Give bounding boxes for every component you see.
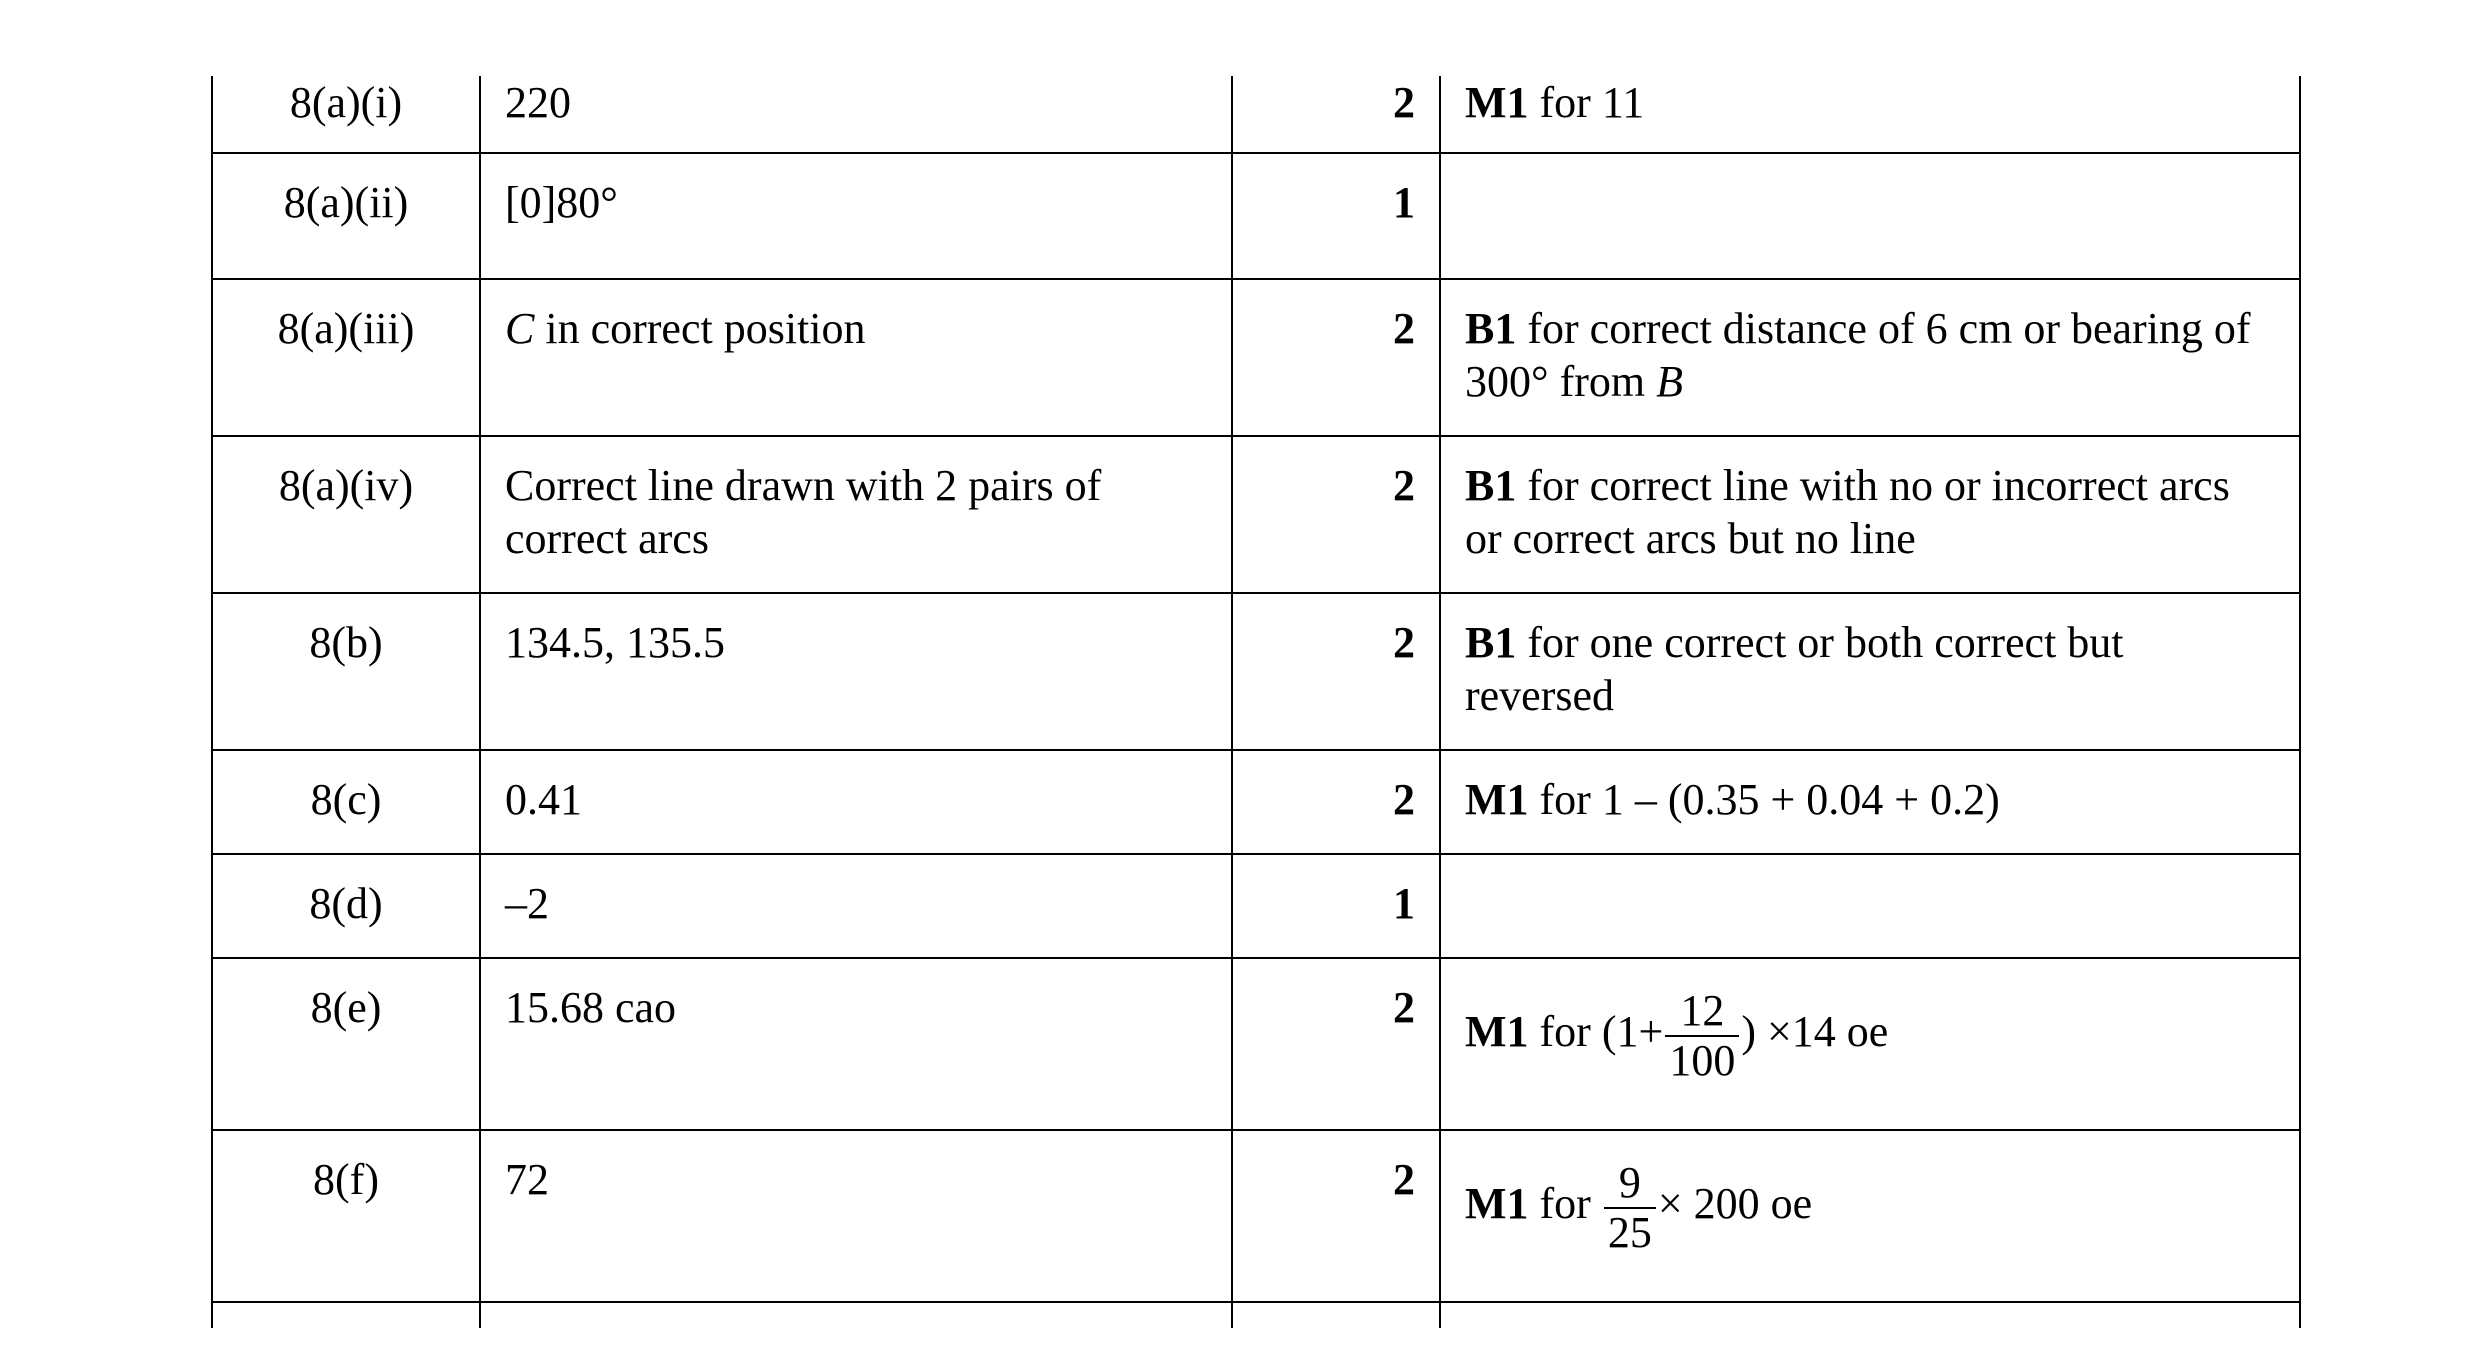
answer-cell: Correct line drawn with 2 pairs of correct arcs (480, 436, 1232, 593)
guidance-post: ) ×14 oe (1741, 1007, 1889, 1057)
empty-cell (480, 1302, 1232, 1328)
mark-scheme-table (211, 76, 2301, 1328)
marks-cell: 1 (1232, 854, 1440, 958)
fraction (1604, 1159, 1656, 1257)
answer-cell: 72 (480, 1130, 1232, 1302)
fraction-denominator: 100 (1669, 1036, 1736, 1085)
mark-code: B1 (1465, 618, 1517, 667)
question-cell: 8(a)(i) (212, 76, 480, 153)
empty-cell (1232, 1302, 1440, 1328)
answer-text: in correct position (534, 304, 866, 353)
mark-code: M1 (1465, 1179, 1529, 1229)
guidance-cell (1440, 153, 2300, 279)
table-row-continuation (212, 1302, 2300, 1328)
marks-cell: 2 (1232, 436, 1440, 593)
guidance-cell (1440, 593, 2300, 750)
guidance-cell (1440, 76, 2300, 153)
guidance-cell (1440, 279, 2300, 436)
table-row (212, 436, 2300, 593)
question-cell: 8(a)(iv) (212, 436, 480, 593)
mark-code: B1 (1465, 304, 1517, 353)
guidance-formula (1465, 1159, 1812, 1257)
guidance-text: for correct line with no or incorrect arcs or correct arcs but no line (1465, 461, 2230, 563)
fraction-numerator: 12 (1665, 987, 1739, 1037)
table-row (212, 958, 2300, 1130)
marks-cell: 2 (1232, 1130, 1440, 1302)
table-row (212, 153, 2300, 279)
fraction-denominator: 25 (1607, 1208, 1652, 1257)
marks-cell: 2 (1232, 76, 1440, 153)
guidance-formula (1465, 987, 1888, 1085)
mark-code: M1 (1465, 775, 1529, 824)
mark-code: M1 (1465, 1007, 1529, 1057)
guidance-pre: for (1+ (1528, 1007, 1664, 1057)
marks-cell: 2 (1232, 750, 1440, 854)
marks-cell: 2 (1232, 279, 1440, 436)
table-row (212, 854, 2300, 958)
guidance-text: for 1 – (0.35 + 0.04 + 0.2) (1528, 775, 2000, 824)
guidance-text: for one correct or both correct but reversed (1465, 618, 2124, 720)
question-cell: 8(d) (212, 854, 480, 958)
table-row (212, 76, 2300, 153)
answer-cell: –2 (480, 854, 1232, 958)
answer-cell: 220 (480, 76, 1232, 153)
guidance-cell (1440, 958, 2300, 1130)
question-cell: 8(b) (212, 593, 480, 750)
answer-cell: 134.5, 135.5 (480, 593, 1232, 750)
question-cell: 8(e) (212, 958, 480, 1130)
answer-italic-letter: C (505, 304, 535, 353)
fraction-numerator: 9 (1604, 1159, 1656, 1209)
marks-cell: 2 (1232, 958, 1440, 1130)
mark-scheme-table-container (211, 76, 2299, 1328)
table-row (212, 1130, 2300, 1302)
table-row (212, 279, 2300, 436)
table-row (212, 750, 2300, 854)
guidance-text: for 11 (1528, 78, 1645, 127)
mark-code: B1 (1465, 461, 1517, 510)
answer-cell: 15.68 cao (480, 958, 1232, 1130)
answer-cell: 0.41 (480, 750, 1232, 854)
marks-cell: 2 (1232, 593, 1440, 750)
empty-cell (212, 1302, 480, 1328)
answer-cell (480, 279, 1232, 436)
guidance-cell (1440, 1130, 2300, 1302)
fraction (1665, 987, 1739, 1085)
question-cell: 8(f) (212, 1130, 480, 1302)
table-row (212, 593, 2300, 750)
empty-cell (1440, 1302, 2300, 1328)
question-cell: 8(a)(ii) (212, 153, 480, 279)
marks-cell: 1 (1232, 153, 1440, 279)
guidance-pre: for (1528, 1179, 1602, 1229)
guidance-text: for correct distance of 6 cm or bearing of 300° from (1465, 304, 2251, 406)
guidance-cell (1440, 436, 2300, 593)
guidance-cell (1440, 854, 2300, 958)
question-cell: 8(c) (212, 750, 480, 854)
answer-cell: [0]80° (480, 153, 1232, 279)
guidance-post: × 200 oe (1657, 1179, 1813, 1229)
mark-code: M1 (1465, 78, 1529, 127)
question-cell: 8(a)(iii) (212, 279, 480, 436)
guidance-italic-letter: B (1656, 357, 1684, 406)
guidance-cell (1440, 750, 2300, 854)
